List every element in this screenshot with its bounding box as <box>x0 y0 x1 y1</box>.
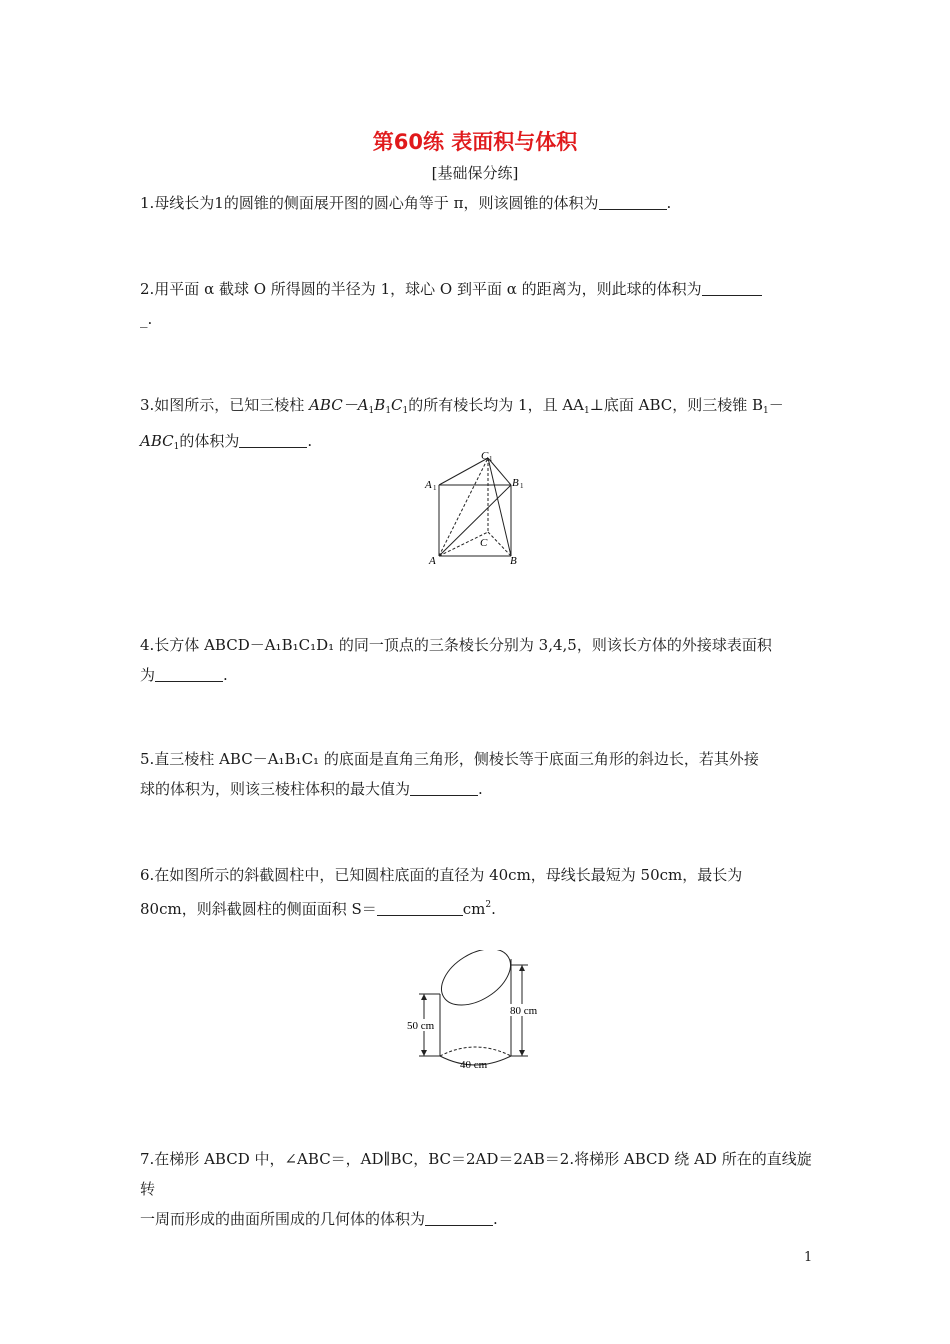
answer-blank <box>410 779 478 796</box>
question-6: 6.在如图所示的斜截圆柱中，已知圆柱底面的直径为 40cm，母线长最短为 50cm，最长为 80cm，则斜截圆柱的侧面面积 $S= cm^2$. <box>140 860 812 924</box>
vertex-label-b1: B <box>512 477 519 489</box>
question-5: 5.直三棱柱 ABC－A₁B₁C₁ 的底面是直角三角形，侧棱长等于底面三角形的斜边长，若其外接 球的体积为，则该三棱柱体积的最大值为 . <box>140 744 812 804</box>
section-label: [基础保分练] <box>431 164 519 182</box>
vertex-label-a1: A <box>425 479 432 491</box>
vertex-label-c1: C <box>481 450 489 462</box>
question-4-text: 4.长方体 ABCD－A₁B₁C₁D₁ 的同一顶点的三条棱长分别为 3,4,5，则该长方体的外接球表面积 <box>140 636 772 654</box>
question-1: 1.母线长为1的圆锥的侧面展开图的圆心角等于 π，则该圆锥的体积为 . <box>140 194 672 212</box>
question-2: 2.用平面 α 截球 O 所得圆的半径为 1，球心 O 到平面 α 的距离为，则此球的体积为 _. <box>140 274 812 334</box>
page-number: 1 <box>804 1250 813 1265</box>
diameter-label-40: 40 cm <box>460 1059 488 1071</box>
answer-blank <box>377 899 463 916</box>
question-7-text: 7.在梯形 ABCD 中，∠ABC＝，AD∥BC，BC＝2AD＝2AB＝2.将梯形 ABCD 绕 AD 所在的直线旋转 <box>140 1150 812 1198</box>
answer-blank <box>239 431 307 448</box>
question-6-text: 6.在如图所示的斜截圆柱中，已知圆柱底面的直径为 40cm，母线长最短为 50cm，最长为 <box>140 866 743 884</box>
vertex-label-b: B <box>510 555 517 567</box>
answer-blank <box>155 665 223 682</box>
answer-blank <box>425 1209 493 1226</box>
question-5-text: 5.直三棱柱 ABC－A₁B₁C₁ 的底面是直角三角形，侧棱长等于底面三角形的斜边长，若其外接 <box>140 750 759 768</box>
svg-text:1: 1 <box>489 455 493 463</box>
answer-blank <box>599 193 667 210</box>
height-label-50: 50 cm <box>407 1020 435 1032</box>
page-title: 第60练 表面积与体积 <box>372 130 578 154</box>
svg-text:1: 1 <box>433 484 437 492</box>
cylinder-figure <box>404 950 546 1078</box>
height-label-80: 80 cm <box>510 1005 538 1017</box>
question-3: 3.如图所示，已知三棱柱 $ABC-A_1B_1C_1$的所有棱长均为 1，且 $AA_1\perp$底面 ABC，则三棱锥 $B_1-$ $ABC_1$的体积为 . <box>140 396 784 452</box>
question-1-text: 1.母线长为1的圆锥的侧面展开图的圆心角等于 π，则该圆锥的体积为 <box>140 194 599 212</box>
question-2-text: 2.用平面 α 截球 O 所得圆的半径为 1，球心 O 到平面 α 的距离为，则此球的体积为 <box>140 280 702 298</box>
prism-figure <box>420 448 530 568</box>
svg-text:1: 1 <box>520 482 524 490</box>
question-7: 7.在梯形 ABCD 中，∠ABC＝，AD∥BC，BC＝2AD＝2AB＝2.将梯形 ABCD 绕 AD 所在的直线旋转 一周而形成的曲面所围成的几何体的体积为 . <box>140 1144 812 1234</box>
question-4: 4.长方体 ABCD－A₁B₁C₁D₁ 的同一顶点的三条棱长分别为 3,4,5，则该长方体的外接球表面积 为 . <box>140 630 812 690</box>
answer-blank <box>702 279 762 296</box>
vertex-label-c: C <box>480 537 488 549</box>
vertex-label-a: A <box>429 555 436 567</box>
